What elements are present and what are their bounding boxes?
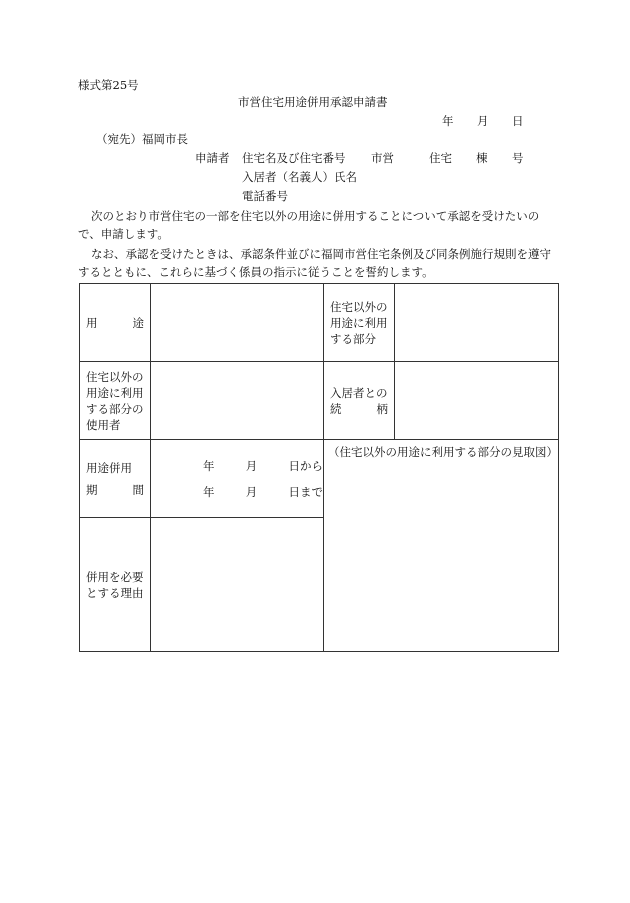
other-use-part-label-cell [324, 284, 395, 362]
table-row [80, 284, 559, 362]
relation-label-cell [324, 362, 395, 440]
other-use-part-input[interactable] [395, 284, 559, 362]
user-label: 住宅以外の用途に利用する部分の使用者 [86, 369, 144, 432]
period-to [203, 484, 323, 500]
user-input[interactable] [151, 362, 324, 440]
period-from-year: 年 [203, 458, 215, 473]
period-to-day: 日まで [288, 484, 323, 499]
relation-label-char-1: 続 [330, 401, 342, 416]
reason-input[interactable] [151, 518, 324, 652]
applicant-label: 申請者 [195, 151, 230, 165]
application-table [79, 283, 559, 652]
reason-label: 併用を必要とする理由 [86, 569, 144, 600]
period-label-line-2 [86, 482, 144, 498]
table-row [80, 362, 559, 440]
building-label: 棟 [476, 151, 488, 165]
period-input[interactable] [151, 440, 324, 518]
date-year: 年 [442, 114, 454, 128]
housing-label: 住宅 [429, 151, 452, 165]
period-label [80, 460, 150, 498]
period-from [203, 458, 323, 474]
period-label-line-1: 用途併用 [86, 460, 132, 475]
use-label-cell [80, 284, 151, 362]
use-label-char-1: 用 [86, 315, 98, 330]
period-label-cell [80, 440, 151, 518]
period-from-day: 日から [288, 458, 323, 473]
period-to-month: 月 [245, 484, 258, 499]
paragraph-1: 次のとおり市営住宅の一部を住宅以外の用途に併用することについて承認を受けたいので、申請します。 [78, 209, 540, 241]
other-use-part-label: 住宅以外の用途に利用する部分 [330, 299, 388, 346]
sketch-note: （住宅以外の用途に利用する部分の見取図） [328, 445, 558, 459]
date-month: 月 [477, 114, 489, 128]
address-label: 住宅名及び住宅番号 [242, 151, 346, 165]
number-label: 号 [512, 151, 524, 165]
form-number: 様式第25号 [78, 78, 139, 92]
relation-label [324, 385, 394, 417]
relation-label-char-2: 柄 [376, 401, 388, 416]
relation-label-line-1: 入居者との [330, 385, 388, 400]
use-label-char-2: 途 [132, 315, 144, 330]
use-input[interactable] [151, 284, 324, 362]
relation-input[interactable] [395, 362, 559, 440]
paragraph-2: なお、承認を受けたときは、承認条件並びに福岡市営住宅条例及び同条例施行規則を遵守するとともに、これらに基づく係員の指示に従うことを誓約します。 [78, 247, 551, 279]
table-row [80, 440, 559, 518]
sketch-area[interactable] [324, 440, 559, 652]
page-title: 市営住宅用途併用承認申請書 [238, 95, 388, 109]
period-label-char-2: 間 [132, 482, 144, 497]
relation-label-line-2 [330, 401, 388, 417]
user-label-cell [80, 362, 151, 440]
city-housing: 市営 [371, 151, 394, 165]
period-label-char-1: 期 [86, 482, 98, 497]
use-label [86, 315, 144, 331]
reason-label-cell [80, 518, 151, 652]
resident-name-label: 入居者（名義人）氏名 [242, 170, 357, 184]
period-from-month: 月 [245, 458, 258, 473]
date-day: 日 [512, 114, 524, 128]
addressee: （宛先）福岡市長 [96, 132, 188, 146]
phone-label: 電話番号 [242, 189, 288, 203]
period-to-year: 年 [203, 484, 215, 499]
